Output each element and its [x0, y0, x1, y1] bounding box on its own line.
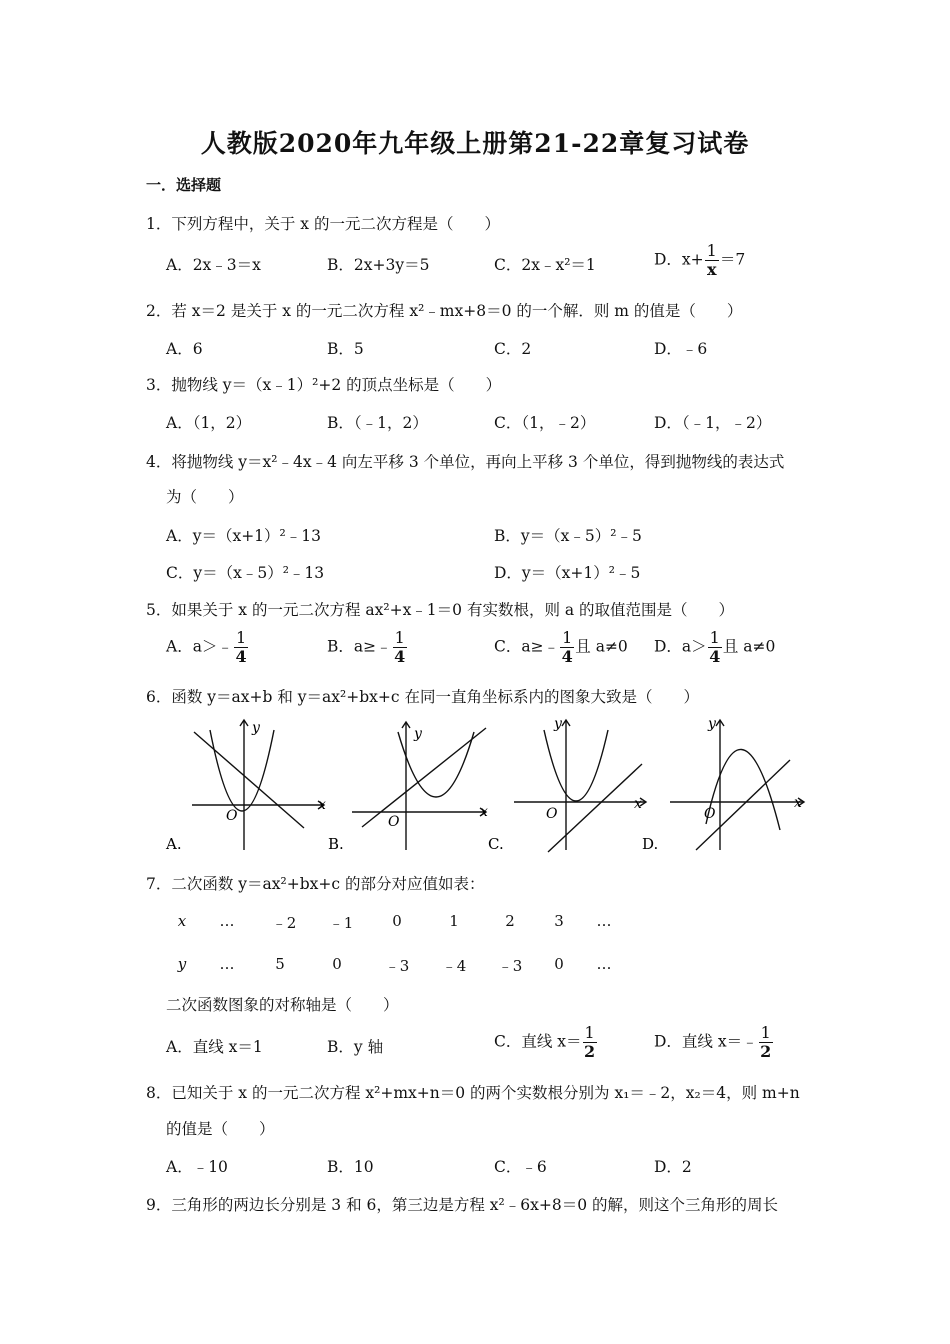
fraction — [234, 630, 248, 665]
question-4-stem: 4．将抛物线 y＝x²﹣4x﹣4 向左平移 3 个单位，再向上平移 3 个单位，得到抛物线的表达式 — [146, 453, 785, 471]
table-cell: … — [219, 955, 235, 973]
q8-option-d: D．2 — [654, 1158, 692, 1176]
question-7-stem: 7．二次函数 y＝ax²+bx+c 的部分对应值如表： — [146, 875, 485, 893]
q2-option-b: B．5 — [327, 340, 364, 358]
graph-b-label: B. — [328, 835, 344, 853]
axis-y-label: y — [252, 720, 260, 736]
fraction-numerator: 1 — [562, 628, 573, 647]
origin-label: O — [546, 806, 558, 822]
q7-option-d — [654, 1025, 774, 1060]
fraction-denominator: x — [706, 260, 717, 279]
table-cell: ﹣2 — [271, 914, 297, 932]
table-cell: ﹣1 — [328, 914, 354, 932]
axis-x-label: x — [634, 796, 642, 812]
fraction-denominator: 4 — [394, 647, 406, 666]
q5-option-a-prefix: A．a＞﹣ — [166, 637, 233, 656]
q1-option-d-prefix: D．x+ — [654, 250, 704, 269]
question-3-stem: 3．抛物线 y＝（x﹣1）²+2 的顶点坐标是（ ） — [146, 376, 502, 394]
table-cell: 1 — [449, 912, 459, 930]
fraction-numerator: 1 — [760, 1023, 771, 1042]
question-6-stem: 6．函数 y＝ax+b 和 y＝ax²+bx+c 在同一直角坐标系内的图象大致是（ ） — [146, 688, 699, 706]
graph-option-d — [640, 712, 816, 858]
exam-title: 人教版2020年九年级上册第21-22章复习试卷 — [200, 129, 750, 158]
fraction — [560, 630, 574, 665]
q5-option-d-suffix: 且 a≠0 — [722, 637, 776, 656]
fraction — [705, 243, 719, 278]
q3-option-b: B．（﹣1，2） — [327, 414, 428, 432]
q5-option-c-suffix: 且 a≠0 — [575, 637, 628, 656]
q7-option-b: B．y 轴 — [327, 1038, 384, 1056]
q7-option-c — [494, 1025, 598, 1060]
question-7-sub: 二次函数图象的对称轴是（ ） — [166, 996, 399, 1014]
q1-option-b: B．2x+3y＝5 — [327, 256, 430, 274]
fraction-numerator: 1 — [706, 241, 717, 260]
axis-x-label: x — [318, 797, 326, 813]
question-4-stem-cont: 为（ ） — [166, 488, 244, 506]
fraction — [759, 1025, 773, 1060]
graph-option-c — [486, 712, 659, 858]
q4-option-d: D．y＝（x+1）²﹣5 — [494, 564, 641, 582]
q1-option-c: C．2x﹣x²＝1 — [494, 256, 596, 274]
axis-x-label: x — [480, 804, 488, 820]
q4-option-b: B．y＝（x﹣5）²﹣5 — [494, 527, 642, 545]
q2-option-d: D．﹣6 — [654, 340, 708, 358]
graph-a-label: A. — [166, 835, 182, 853]
fraction-numerator: 1 — [394, 628, 405, 647]
fraction — [393, 630, 407, 665]
graph-option-b — [326, 712, 496, 858]
q5-option-b-prefix: B．a≥﹣ — [327, 637, 392, 656]
q5-option-c — [494, 630, 628, 665]
question-5-stem: 5．如果关于 x 的一元二次方程 ax²+x﹣1＝0 有实数根，则 a 的取值范围是（ ） — [146, 601, 735, 619]
q8-option-c: C．﹣6 — [494, 1158, 547, 1176]
axis-x-label: x — [794, 795, 802, 811]
graph-c-label: C. — [488, 835, 504, 853]
axis-y-label: y — [554, 716, 562, 732]
table-cell: ﹣3 — [497, 957, 523, 975]
origin-label: O — [388, 814, 400, 830]
fraction-numerator: 1 — [235, 628, 247, 647]
table-cell: 2 — [505, 912, 515, 930]
q3-option-c: C．（1，﹣2） — [494, 414, 596, 432]
table-cell: … — [596, 955, 612, 973]
q2-option-c: C．2 — [494, 340, 532, 358]
question-2-stem: 2．若 x＝2 是关于 x 的一元二次方程 x²﹣mx+8＝0 的一个解．则 m 的值是（ ） — [146, 302, 743, 320]
table-cell: ﹣3 — [384, 957, 410, 975]
q5-option-b — [327, 630, 408, 665]
section-heading: 一．选择题 — [146, 176, 222, 194]
table-cell: y — [177, 955, 187, 973]
question-1-stem: 1．下列方程中，关于 x 的一元二次方程是（ ） — [146, 215, 500, 233]
q5-option-a — [166, 630, 249, 665]
q1-option-d — [654, 243, 745, 278]
q5-option-c-prefix: C．a≥﹣ — [494, 637, 560, 656]
table-cell: … — [219, 912, 235, 930]
q3-option-d: D．（﹣1，﹣2） — [654, 414, 772, 432]
graph-option-a — [164, 712, 336, 858]
fraction — [583, 1025, 597, 1060]
table-cell: 0 — [392, 912, 402, 930]
fraction-numerator: 1 — [709, 628, 720, 647]
q2-option-a: A．6 — [166, 340, 203, 358]
axis-y-label: y — [708, 716, 716, 732]
q7-option-a: A．直线 x＝1 — [166, 1038, 263, 1056]
question-8-stem: 8．已知关于 x 的一元二次方程 x²+mx+n＝0 的两个实数根分别为 x₁＝﹣2，x₂＝4，则 m+n — [146, 1084, 800, 1102]
q8-option-b: B．10 — [327, 1158, 374, 1176]
axis-y-label: y — [414, 726, 422, 742]
table-cell: ﹣4 — [441, 957, 467, 975]
graph-d-label: D. — [642, 835, 659, 853]
table-cell: 5 — [275, 955, 285, 973]
value-table — [162, 912, 632, 982]
fraction-denominator: 2 — [760, 1042, 772, 1061]
q7-option-d-prefix: D．直线 x＝﹣ — [654, 1032, 758, 1051]
q3-option-a: A．（1，2） — [166, 414, 252, 432]
fraction-denominator: 4 — [709, 647, 721, 666]
q7-option-c-prefix: C．直线 x＝ — [494, 1032, 582, 1051]
question-8-stem-cont: 的值是（ ） — [166, 1120, 275, 1138]
table-cell: 0 — [554, 955, 564, 973]
table-cell: … — [596, 912, 612, 930]
table-cell: 3 — [554, 912, 564, 930]
fraction-denominator: 2 — [584, 1042, 596, 1061]
q1-option-a: A．2x﹣3＝x — [166, 256, 261, 274]
q5-option-d — [654, 630, 775, 665]
question-9-stem: 9．三角形的两边长分别是 3 和 6，第三边是方程 x²﹣6x+8＝0 的解，则这个三角形的周长 — [146, 1196, 778, 1214]
q1-option-d-suffix: ＝7 — [719, 250, 746, 269]
origin-label: O — [226, 808, 238, 824]
q4-option-a: A．y＝（x+1）²﹣13 — [166, 527, 321, 545]
fraction — [708, 630, 722, 665]
q5-option-d-prefix: D．a＞ — [654, 637, 707, 656]
table-cell: 0 — [332, 955, 342, 973]
q8-option-a: A．﹣10 — [166, 1158, 228, 1176]
table-cell: x — [177, 912, 187, 930]
fraction-numerator: 1 — [584, 1023, 595, 1042]
q4-option-c: C．y＝（x﹣5）²﹣13 — [166, 564, 325, 582]
fraction-denominator: 4 — [235, 647, 247, 666]
origin-label: O — [704, 806, 716, 822]
fraction-denominator: 4 — [561, 647, 573, 666]
